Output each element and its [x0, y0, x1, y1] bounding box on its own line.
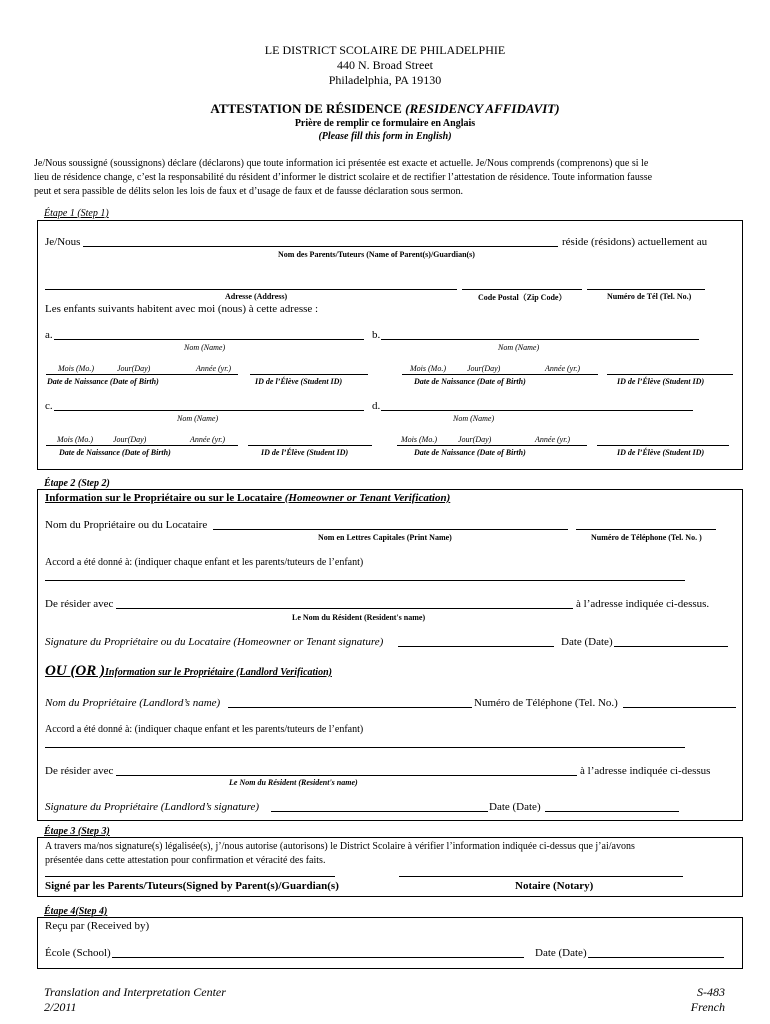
child-d-month: Mois (Mo.): [401, 435, 437, 444]
child-c-dob-field[interactable]: [46, 445, 238, 446]
child-b-name-field[interactable]: [381, 339, 699, 340]
step3-line-2: présentée dans cette attestation pour confirmation et véracité des faits.: [45, 855, 326, 866]
child-a-day: Jour(Day): [117, 364, 151, 373]
resident-name-field[interactable]: [116, 608, 573, 609]
owner-name-label: Nom du Propriétaire ou du Locataire: [45, 519, 208, 531]
child-d-name-label: Nom (Name): [453, 414, 495, 423]
step2-heading: Étape 2 (Step 2): [44, 478, 110, 489]
accord-text: Accord a été donné à: (indiquer chaque enfant et les parents/tuteurs de l’enfant): [45, 557, 364, 568]
parent-name-field[interactable]: [83, 246, 558, 247]
step3-line-1: A travers ma/nos signature(s) légalisée(s), j’/nous autorise (autorisons) le District Scolaire à vérifier l’information indiquée ci-dessus que j’ai/avons: [45, 841, 635, 852]
form-title-fr: ATTESTATION DE RÉSIDENCE: [210, 101, 402, 116]
accord-field[interactable]: [45, 580, 685, 581]
resident-name-label: Le Nom du Résident (Resident's name): [292, 613, 426, 622]
child-c-dob-label: Date de Naissance (Date of Birth): [59, 448, 171, 457]
child-a-name-label: Nom (Name): [184, 343, 226, 352]
child-c-month: Mois (Mo.): [57, 435, 93, 444]
landlord-name-field[interactable]: [228, 707, 472, 708]
notary-label: Notaire (Notary): [515, 880, 594, 892]
tel-label: Numéro de Tél (Tel. No.): [607, 292, 692, 301]
form-title-en: (RESIDENCY AFFIDAVIT): [405, 101, 560, 116]
a-adresse2-label: à l’adresse indiquée ci-dessus: [580, 765, 711, 777]
district-name: LE DISTRICT SCOLAIRE DE PHILADELPHIE: [264, 43, 506, 57]
child-a-dob-field[interactable]: [46, 374, 238, 375]
owner-signature-label: Signature du Propriétaire ou du Locataire (Homeowner or Tenant signature): [45, 636, 384, 648]
landlord-tel-label: Numéro de Téléphone (Tel. No.): [474, 697, 618, 709]
step2-box-title: Information sur le Propriétaire ou sur le Locataire (Homeowner or Tenant Verification): [45, 492, 451, 504]
owner-date-field[interactable]: [614, 646, 728, 647]
child-a-id-label: ID de l’Élève (Student ID): [255, 377, 343, 386]
child-b-label: b.: [372, 329, 381, 341]
district-city: Philadelphia, PA 19130: [328, 73, 442, 87]
child-b-year: Année (yr.): [545, 364, 581, 373]
accord2-field[interactable]: [45, 747, 685, 748]
jenous-label: Je/Nous: [45, 236, 81, 248]
form-title: [0, 101, 770, 117]
intro-line-1: Je/Nous soussigné (soussignons) déclare (déclarons) que toute information ici présentée est exacte et actuelle. Je/Nous comprends (comprenons) que si le: [34, 158, 649, 169]
parent-signature-field[interactable]: [45, 876, 335, 877]
step3-heading: Étape 3 (Step 3): [44, 826, 110, 837]
owner-print-name-field[interactable]: [213, 529, 568, 530]
resident2-name-label: Le Nom du Résident (Resident's name): [229, 778, 358, 787]
child-d-label: d.: [372, 400, 381, 412]
child-c-name-field[interactable]: [54, 410, 364, 411]
zip-label: Code Postal（Zip Code）: [478, 293, 567, 302]
child-b-name-label: Nom (Name): [498, 343, 540, 352]
child-d-day: Jour(Day): [458, 435, 492, 444]
child-c-name-label: Nom (Name): [177, 414, 219, 423]
child-d-dob-label: Date de Naissance (Date of Birth): [414, 448, 526, 457]
resider2-label: De résider avec: [45, 765, 114, 777]
child-b-day: Jour(Day): [467, 364, 501, 373]
reside-label: réside (résidons) actuellement au: [562, 236, 708, 248]
child-a-month: Mois (Mo.): [58, 364, 94, 373]
child-c-id-field[interactable]: [248, 445, 372, 446]
child-a-name-field[interactable]: [54, 339, 364, 340]
child-c-year: Année (yr.): [190, 435, 226, 444]
child-b-id-label: ID de l’Élève (Student ID): [617, 377, 705, 386]
tel-field[interactable]: [587, 289, 705, 290]
print-name-label: Nom en Lettres Capitales (Print Name): [318, 533, 452, 542]
landlord-signature-label: Signature du Propriétaire (Landlord’s signature): [45, 801, 260, 813]
child-b-dob-label: Date de Naissance (Date of Birth): [414, 377, 526, 386]
address-field[interactable]: [45, 289, 457, 290]
notary-signature-field[interactable]: [399, 876, 683, 877]
landlord-date-field[interactable]: [545, 811, 679, 812]
landlord-name-label: Nom du Propriétaire (Landlord’s name): [45, 697, 221, 709]
child-d-year: Année (yr.): [535, 435, 571, 444]
child-c-day: Jour(Day): [113, 435, 147, 444]
resider-label: De résider avec: [45, 598, 114, 610]
children-text: Les enfants suivants habitent avec moi (nous) à cette adresse :: [45, 303, 319, 315]
landlord-date-label: Date (Date): [489, 801, 541, 813]
child-b-dob-field[interactable]: [402, 374, 598, 375]
step4-heading: Étape 4(Step 4): [44, 906, 108, 917]
footer-center: Translation and Interpretation Center: [44, 985, 226, 999]
owner-tel-field[interactable]: [576, 529, 716, 530]
step4-date-field[interactable]: [588, 957, 724, 958]
received-by-label: Reçu par (Received by): [45, 920, 150, 932]
child-a-id-field[interactable]: [250, 374, 368, 375]
child-c-id-label: ID de l’Élève (Student ID): [261, 448, 349, 457]
zip-field[interactable]: [462, 289, 582, 290]
child-d-id-field[interactable]: [597, 445, 729, 446]
owner-signature-field[interactable]: [398, 646, 554, 647]
instruction-fr: Prière de remplir ce formulaire en Anglais: [294, 118, 476, 129]
child-a-dob-label: Date de Naissance (Date of Birth): [47, 377, 159, 386]
footer-language: French: [690, 1000, 725, 1014]
or-label: OU (OR )Information sur le Propriétaire (Landlord Verification): [45, 663, 332, 679]
child-c-label: c.: [45, 400, 53, 412]
child-d-name-field[interactable]: [381, 410, 693, 411]
landlord-signature-field[interactable]: [271, 811, 488, 812]
intro-paragraph: [34, 157, 744, 199]
owner-tel-label: Numéro de Téléphone (Tel. No. ): [591, 533, 702, 542]
intro-line-2: lieu de résidence change, c’est la responsabilité du résident d’informer le district scolaire et de rectifier l’attestation de résidence. Toute information fausse: [34, 172, 653, 183]
child-d-id-label: ID de l’Élève (Student ID): [617, 448, 705, 457]
footer-form-number: S-483: [697, 985, 725, 999]
landlord-tel-field[interactable]: [623, 707, 736, 708]
address-label: Adresse (Address): [225, 292, 288, 301]
child-b-id-field[interactable]: [607, 374, 733, 375]
signed-by-label: Signé par les Parents/Tuteurs(Signed by Parent(s)/Guardian(s): [45, 880, 339, 892]
intro-line-3: peut et sera passible de délits selon les lois de faux et d’usage de faux et de fausse déclaration sous sermon.: [34, 186, 464, 197]
resident2-name-field[interactable]: [116, 775, 577, 776]
parent-name-label: Nom des Parents/Tuteurs (Name of Parent(s)/Guardian(s): [278, 250, 475, 259]
district-street: 440 N. Broad Street: [337, 58, 433, 72]
school-label: École (School): [45, 947, 111, 959]
footer-date: 2/2011: [44, 1000, 77, 1014]
child-a-year: Année (yr.): [196, 364, 232, 373]
step1-heading: Étape 1 (Step 1): [44, 208, 109, 219]
school-field[interactable]: [112, 957, 524, 958]
child-d-dob-field[interactable]: [397, 445, 587, 446]
child-b-month: Mois (Mo.): [410, 364, 446, 373]
accord2-text: Accord a été donné à: (indiquer chaque enfant et les parents/tuteurs de l’enfant): [45, 724, 364, 735]
step4-date-label: Date (Date): [535, 947, 587, 959]
instruction-en: (Please fill this form in English): [318, 131, 452, 142]
a-adresse-label: à l’adresse indiquée ci-dessus.: [576, 598, 710, 610]
owner-date-label: Date (Date): [561, 636, 613, 648]
child-a-label: a.: [45, 329, 53, 341]
